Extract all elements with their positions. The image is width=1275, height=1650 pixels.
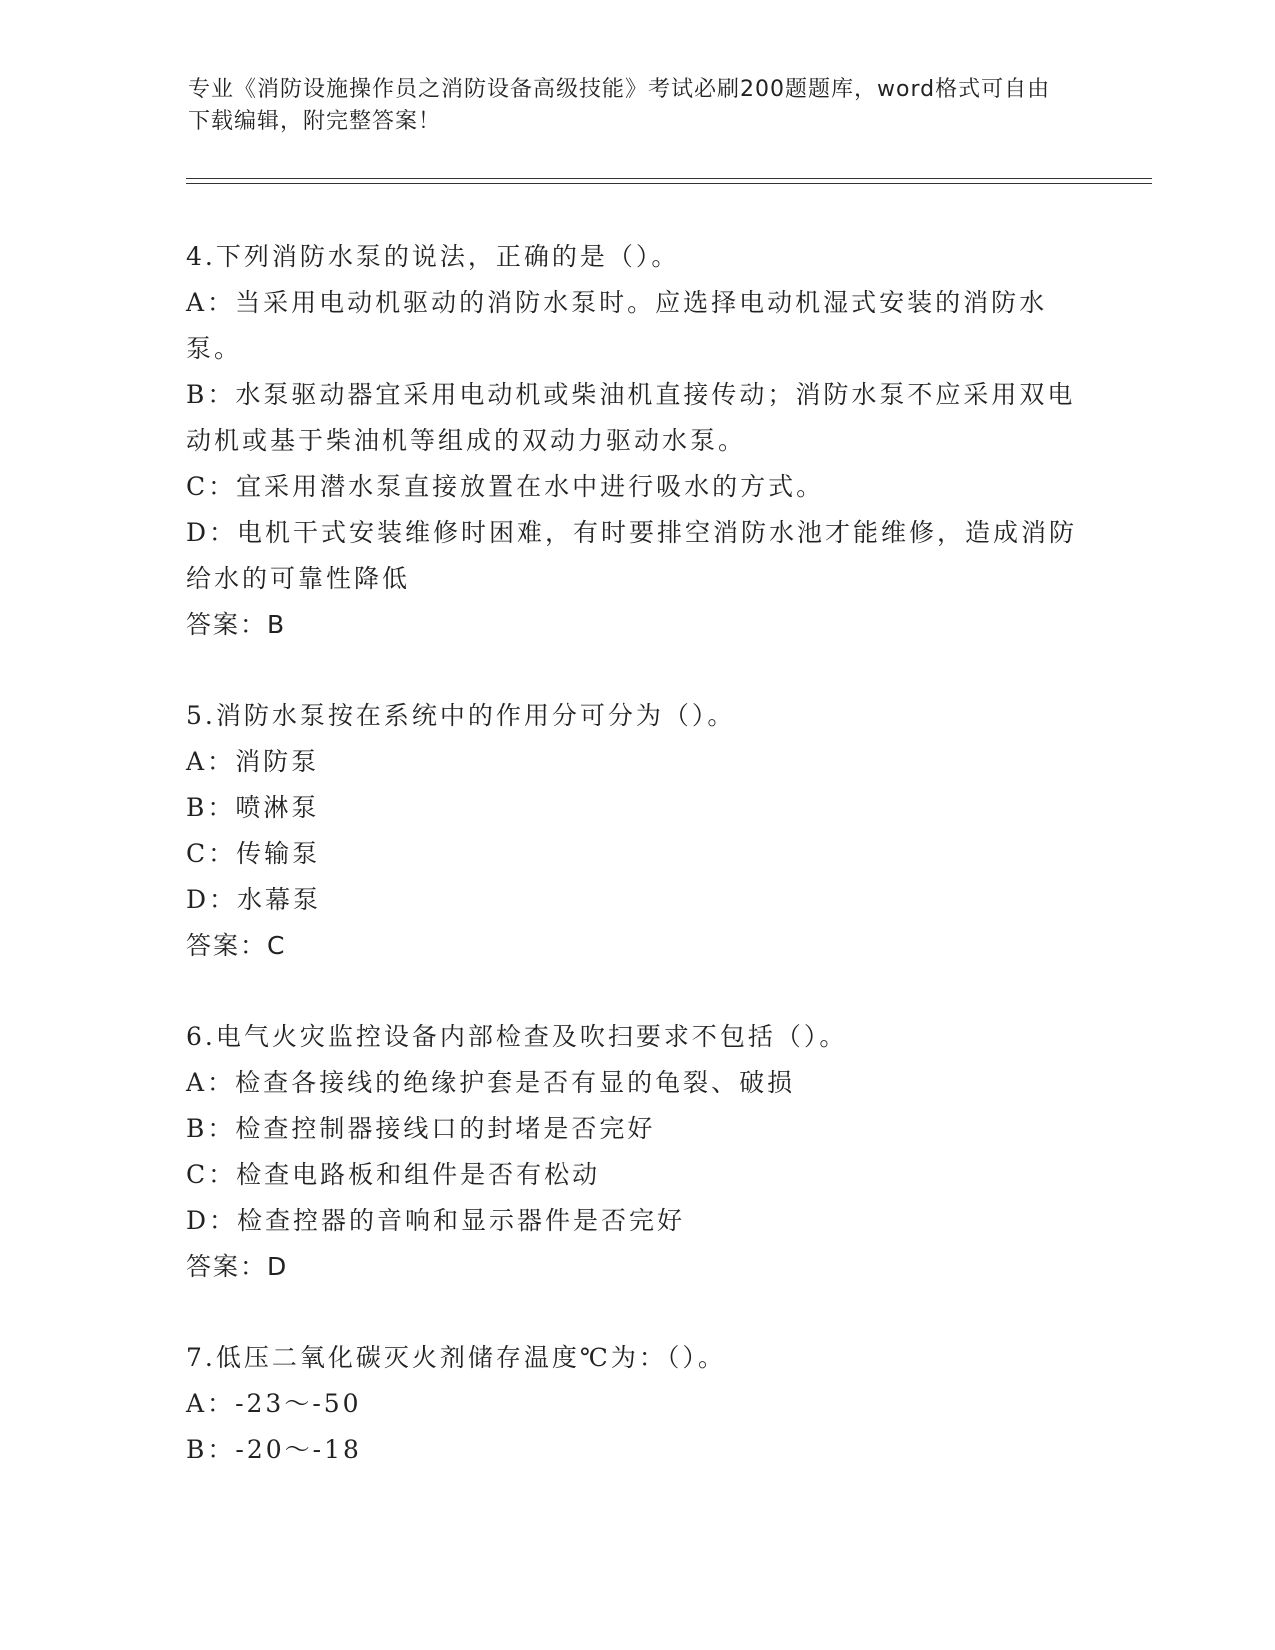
header-divider-top (186, 178, 1152, 179)
option-text: 喷淋泵 (235, 793, 320, 822)
answer-line: 答案：D (186, 1252, 289, 1281)
option-label: A： (186, 1389, 236, 1418)
option-d (186, 1198, 1086, 1244)
option-text: 消防泵 (235, 747, 320, 776)
option-label: B： (186, 1114, 236, 1143)
option-text: 传输泵 (236, 839, 321, 868)
option-label: C： (186, 1160, 237, 1189)
question-4 (186, 234, 1086, 648)
option-c (186, 831, 1086, 877)
option-text: 水幕泵 (237, 885, 322, 914)
option-c (186, 464, 1086, 510)
question-list (186, 234, 1086, 1518)
header-divider-bottom (186, 183, 1152, 184)
option-a (186, 739, 1086, 785)
option-text: -23～-50 (235, 1389, 362, 1418)
option-a (186, 280, 1086, 372)
option-c (186, 1152, 1086, 1198)
option-label: C： (186, 472, 237, 501)
answer-line: 答案：C (186, 931, 287, 960)
option-label: A： (186, 747, 236, 776)
option-label: D： (186, 885, 238, 914)
document-header: 专业《消防设施操作员之消防设备高级技能》考试必刷200题题库，word格式可自由下载编辑，附完整答案！ (188, 77, 1051, 134)
option-text: 宜采用潜水泵直接放置在水中进行吸水的方式。 (236, 472, 825, 501)
question-stem: 7.低压二氧化碳灭火剂储存温度℃为：（）。 (186, 1343, 726, 1372)
question-stem: 5.消防水泵按在系统中的作用分可分为（）。 (186, 701, 736, 730)
answer-line: 答案：B (186, 610, 287, 639)
option-label: C： (186, 839, 237, 868)
question-stem: 6.电气火灾监控设备内部检查及吹扫要求不包括（）。 (186, 1022, 848, 1051)
option-label: A： (186, 1068, 236, 1097)
option-text: 检查控制器接线口的封堵是否完好 (235, 1114, 656, 1143)
option-text: 检查控器的音响和显示器件是否完好 (237, 1206, 686, 1235)
option-b (186, 372, 1086, 464)
option-text: -20～-18 (235, 1435, 362, 1464)
option-b (186, 785, 1086, 831)
option-text: 检查电路板和组件是否有松动 (236, 1160, 601, 1189)
option-text: 当采用电动机驱动的消防水泵时。应选择电动机湿式安装的消防水泵。 (186, 288, 1048, 363)
question-7 (186, 1335, 1086, 1473)
option-label: B： (186, 380, 236, 409)
option-text: 检查各接线的绝缘护套是否有显的龟裂、破损 (235, 1068, 796, 1097)
option-d (186, 510, 1086, 602)
question-5 (186, 693, 1086, 969)
option-d (186, 877, 1086, 923)
option-label: B： (186, 1435, 236, 1464)
question-6 (186, 1014, 1086, 1290)
option-label: A： (186, 288, 236, 317)
option-text: 水泵驱动器宜采用电动机或柴油机直接传动；消防水泵不应采用双电动机或基于柴油机等组成的双动力驱动水泵。 (186, 380, 1076, 455)
option-a (186, 1381, 1086, 1427)
option-label: B： (186, 793, 236, 822)
option-b (186, 1427, 1086, 1473)
option-a (186, 1060, 1086, 1106)
question-stem: 4.下列消防水泵的说法，正确的是（）。 (186, 242, 680, 271)
option-b (186, 1106, 1086, 1152)
option-label: D： (186, 1206, 238, 1235)
option-text: 电机干式安装维修时困难，有时要排空消防水池才能维修，造成消防给水的可靠性降低 (186, 518, 1078, 593)
option-label: D： (186, 518, 238, 547)
